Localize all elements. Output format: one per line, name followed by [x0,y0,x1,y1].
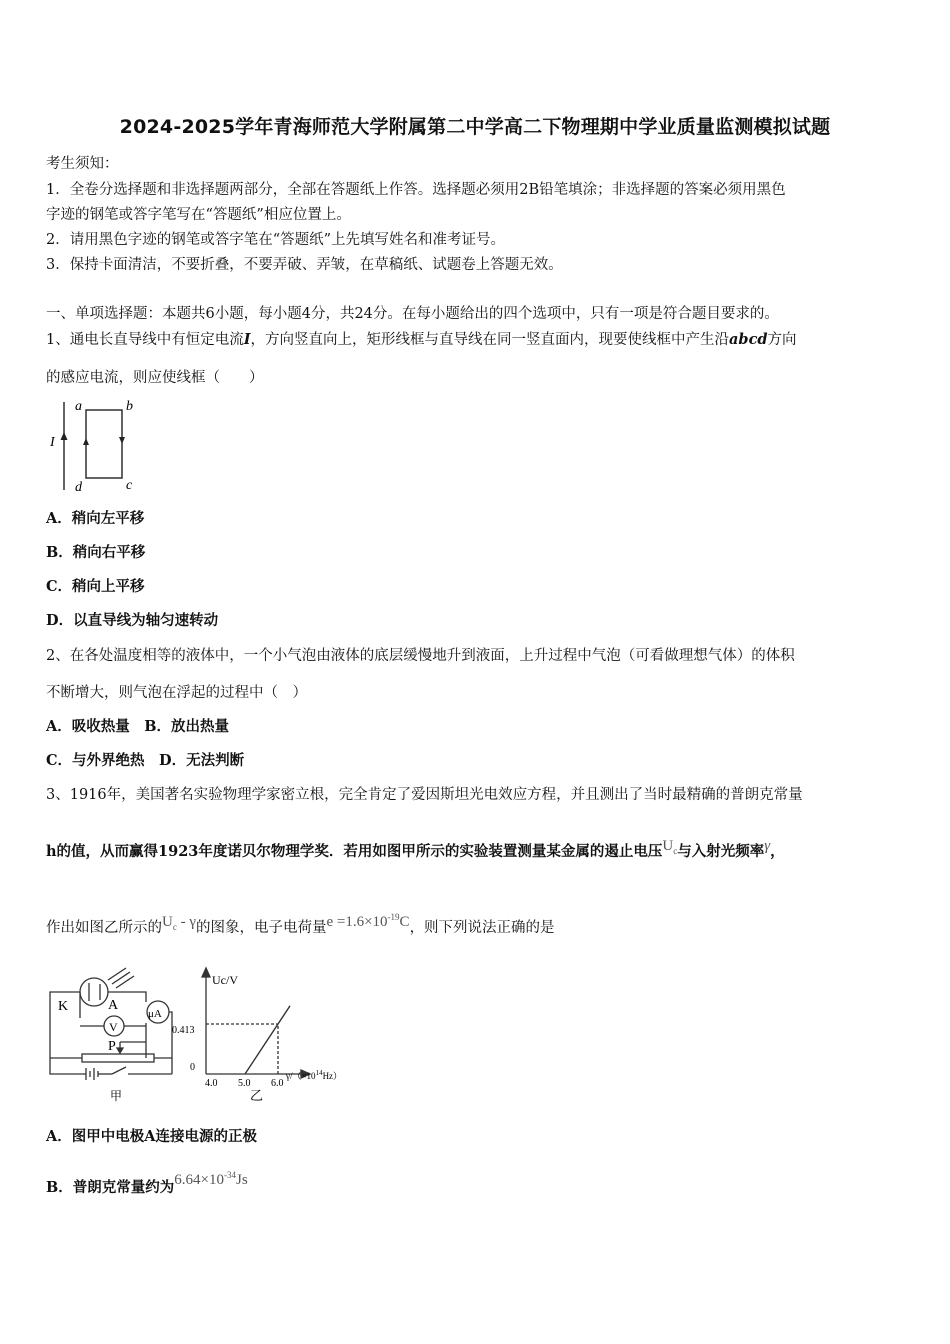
q1-option-d: D．以直导线为轴匀速转动 [46,612,219,629]
q2-option-b: B．放出热量 [144,718,230,735]
caption-jia: 甲 [110,1089,123,1103]
notice-item-2: 2．请用黑色字迹的钢笔或答字笔在“答题纸”上先填写姓名和准考证号。 [46,232,506,248]
label-c: c [126,478,133,493]
q3-circuit-figure [46,962,186,1104]
q1-figure [46,394,146,494]
y-tick-label: 0.413 [172,1025,195,1036]
x-tick-label-3: 6.0 [271,1078,284,1089]
label-d: d [75,480,82,494]
notice-item-1: 1．全卷分选择题和非选择题两部分，全部在答题纸上作答。选择题必须用2B铅笔填涂；非选择题的答案必须用黑色 [46,182,786,198]
q3-option-a: A．图甲中电极A连接电源的正极 [46,1128,258,1145]
q2-option-c: C．与外界绝热 [46,752,145,769]
label-V: V [109,1020,118,1034]
label-P: P [108,1039,116,1054]
q2-stem-line1: 2、在各处温度相等的液体中，一个小气泡由液体的底层缓慢地升到液面，上升过程中气泡（可看做理想气体）的体积 [46,648,795,664]
label-K: K [58,999,69,1014]
label-I: I [50,435,55,450]
q1-stem-line1: 1、通电长直导线中有恒定电流I，方向竖直向上，矩形线框与直导线在同一竖直面内，现要使线框中产生沿abcd方向 [46,331,797,348]
q2-stem-line2: 不断增大，则气泡在浮起的过程中（ ） [46,685,307,701]
x-axis-label: $\gamma/(\times 10^{14}Hz)$ [286,1069,343,1081]
notice-heading: 考生须知： [46,156,119,172]
current-arrow-icon [61,432,68,440]
q3-stem-line3: 作出如图乙所示的$U_c$ - γ的图象，电子电荷量$e =1.6\times 10^{-19}C$，则下列说法正确的是 [46,912,555,936]
label-A: A [108,998,119,1013]
loop-arrow-left-icon [83,438,89,445]
q1-option-a: A．稍向左平移 [46,510,145,527]
photocell [80,978,108,1006]
q1-stem-line2: 的感应电流，则应使线框（ ） [46,370,264,386]
q3-stem-line2: h的值，从而赢得1923年度诺贝尔物理学奖．若用如图甲所示的实验装置测量某金属的遏止电压$U_c$与入射光频率γ， [46,838,785,860]
section-heading: 一、单项选择题：本题共6小题，每小题4分，共24分。在每小题给出的四个选项中，只有一项是符合题目要求的。 [46,306,779,322]
q1-option-b: B．稍向右平移 [46,544,146,561]
q3-stem-line1: 3、1916年，美国著名实验物理学家密立根，完全肯定了爱因斯坦光电效应方程，并且测出了当时最精确的普朗克常量 [46,787,803,803]
q1-option-c: C．稍向上平移 [46,578,145,595]
label-b: b [126,399,133,414]
q3-uc-nu-graph [170,966,370,1102]
loop-arrow-right-icon [119,437,125,444]
y-axis-label: Uc/V [212,973,238,987]
label-a: a [75,399,82,414]
origin-label: 0 [190,1062,195,1073]
x-tick-label-1: 4.0 [205,1078,218,1089]
page-title: 2024-2025学年青海师范大学附属第二中学高二下物理期中学业质量监测模拟试题 [119,116,831,138]
notice-item-1-cont: 字迹的钢笔或答字笔写在“答题纸”相应位置上。 [46,207,351,223]
data-line [245,1006,290,1074]
label-uA: μA [148,1008,162,1020]
q2-option-a: A．吸收热量 [46,718,130,735]
y-axis-arrow-icon [202,968,210,977]
x-tick-label-2: 5.0 [238,1078,251,1089]
q2-option-d: D．无法判断 [159,752,245,769]
q3-option-b: B．普朗克常量约为$6.64\times 10^{-34}Js$ [46,1170,248,1196]
rectangular-loop [86,410,122,478]
q2-options-row2 [46,749,244,770]
q2-options-row1 [46,715,229,736]
caption-yi: 乙 [250,1089,264,1102]
notice-item-3: 3．保持卡面清洁，不要折叠，不要弄破、弄皱，在草稿纸、试题卷上答题无效。 [46,257,563,273]
rheostat [82,1054,154,1062]
